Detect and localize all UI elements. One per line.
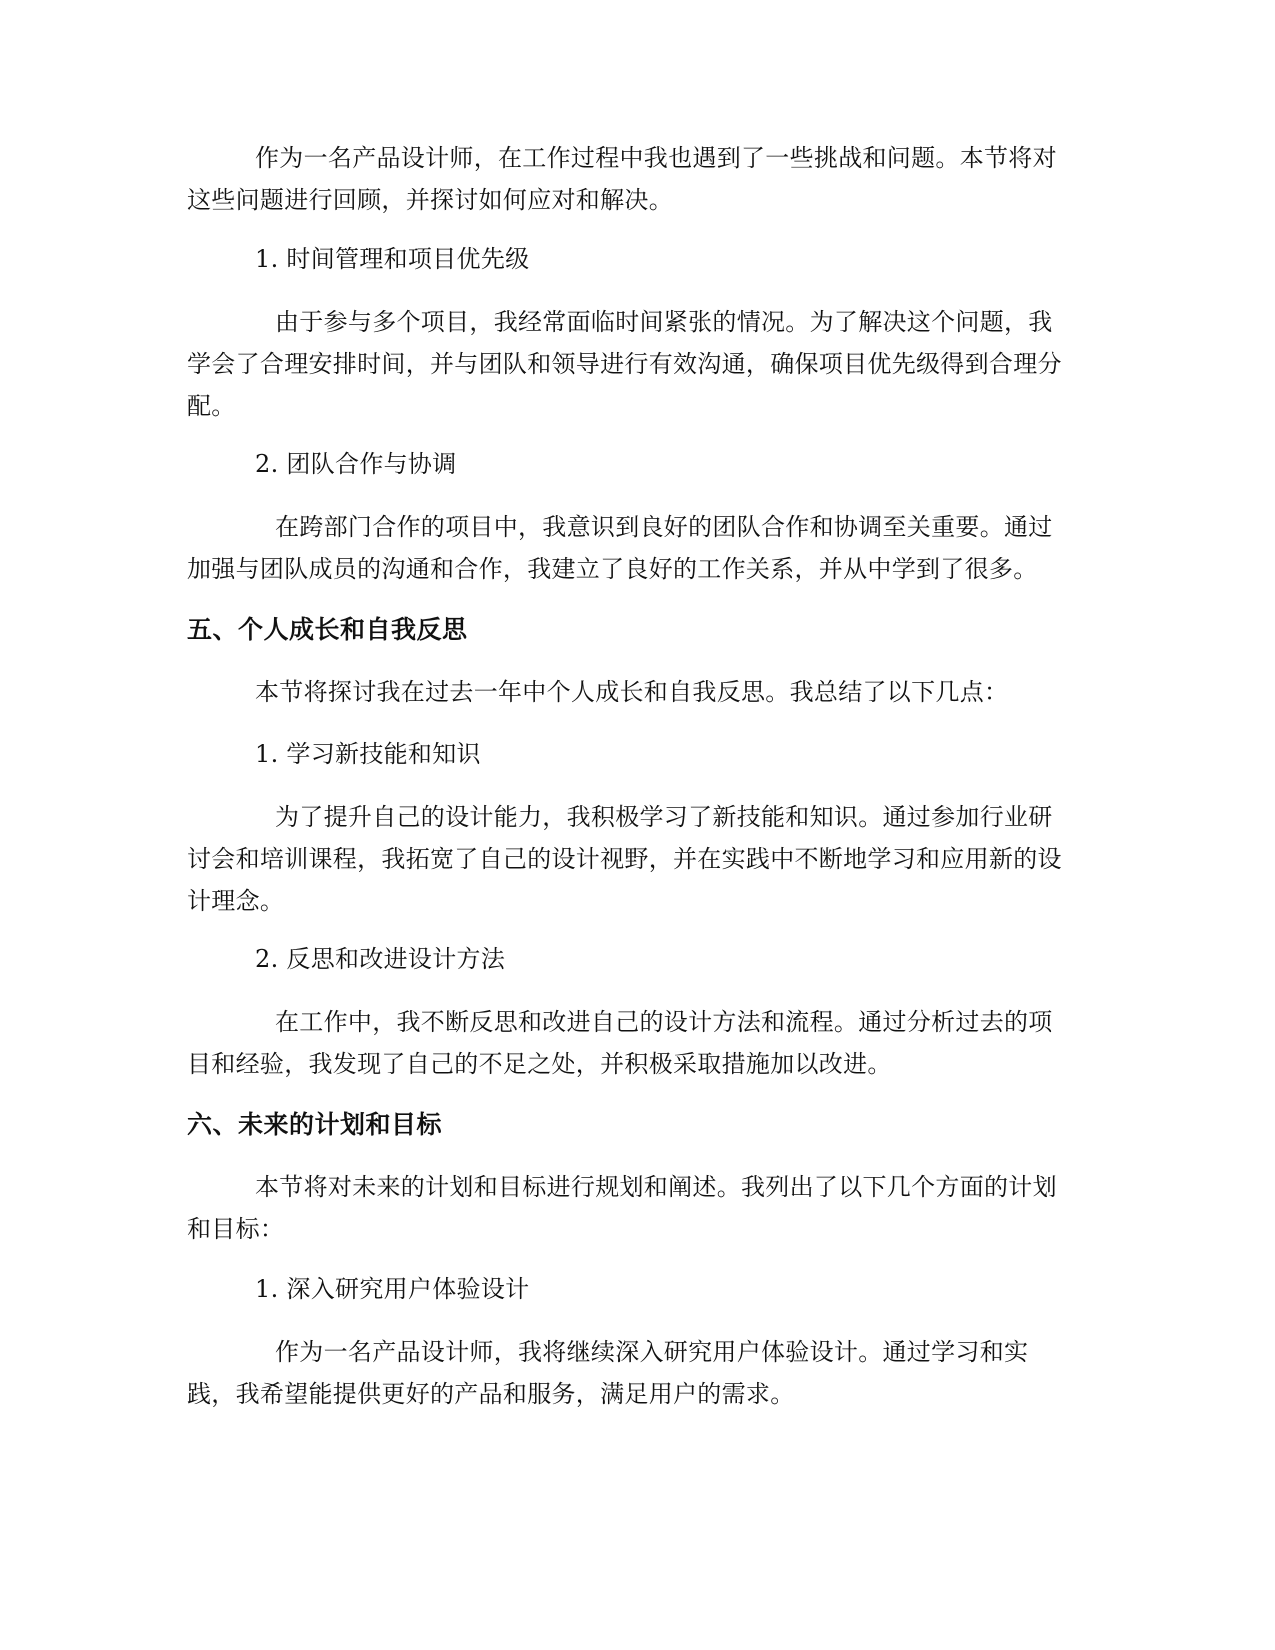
- text-line: 和目标：: [187, 1215, 285, 1243]
- ux-research-paragraph: [187, 1331, 1097, 1415]
- text-line: 加强与团队成员的沟通和合作，我建立了良好的工作关系，并从中学到了很多。: [187, 555, 1038, 583]
- list-item-title: [187, 733, 1097, 775]
- item-title-text: 2. 团队合作与协调: [255, 450, 457, 478]
- text-line: 讨会和培训课程，我拓宽了自己的设计视野，并在实践中不断地学习和应用新的设: [187, 845, 1062, 873]
- text-line: 作为一名产品设计师，我将继续深入研究用户体验设计。通过学习和实: [275, 1338, 1029, 1366]
- text-line: 在跨部门合作的项目中，我意识到良好的团队合作和协调至关重要。通过: [275, 513, 1053, 541]
- list-item-title: [187, 443, 1097, 485]
- teamwork-paragraph: [187, 506, 1097, 590]
- list-item-title: [187, 238, 1097, 280]
- list-item-title: [187, 938, 1097, 980]
- intro-paragraph: [187, 137, 1097, 221]
- text-line: 作为一名产品设计师，在工作过程中我也遇到了一些挑战和问题。本节将对: [255, 144, 1057, 172]
- section-5-heading: 五、个人成长和自我反思: [187, 615, 468, 644]
- text-line: 践，我希望能提供更好的产品和服务，满足用户的需求。: [187, 1380, 795, 1408]
- text-line: 由于参与多个项目，我经常面临时间紧张的情况。为了解决这个问题，我: [275, 308, 1053, 336]
- item-title-text: 2. 反思和改进设计方法: [255, 945, 506, 973]
- text-line: 计理念。: [187, 887, 285, 915]
- section-6-heading: 六、未来的计划和目标: [187, 1110, 443, 1139]
- text-line: 配。: [187, 392, 236, 420]
- learning-paragraph: [187, 796, 1097, 922]
- section-6-intro: [187, 1166, 1097, 1250]
- time-management-paragraph: [187, 301, 1097, 427]
- reflection-paragraph: [187, 1001, 1097, 1085]
- item-title-text: 1. 学习新技能和知识: [255, 740, 481, 768]
- text-line: 为了提升自己的设计能力，我积极学习了新技能和知识。通过参加行业研: [275, 803, 1053, 831]
- text-line: 在工作中，我不断反思和改进自己的设计方法和流程。通过分析过去的项: [275, 1008, 1053, 1036]
- text-line: 本节将探讨我在过去一年中个人成长和自我反思。我总结了以下几点：: [255, 678, 1009, 706]
- text-line: 目和经验，我发现了自己的不足之处，并积极采取措施加以改进。: [187, 1050, 892, 1078]
- section-5-intro: [187, 671, 1097, 713]
- list-item-title: [187, 1268, 1097, 1310]
- text-line: 本节将对未来的计划和目标进行规划和阐述。我列出了以下几个方面的计划: [255, 1173, 1057, 1201]
- text-line: 这些问题进行回顾，并探讨如何应对和解决。: [187, 186, 673, 214]
- text-line: 学会了合理安排时间，并与团队和领导进行有效沟通，确保项目优先级得到合理分: [187, 350, 1062, 378]
- item-title-text: 1. 深入研究用户体验设计: [255, 1275, 530, 1303]
- item-title-text: 1. 时间管理和项目优先级: [255, 245, 530, 273]
